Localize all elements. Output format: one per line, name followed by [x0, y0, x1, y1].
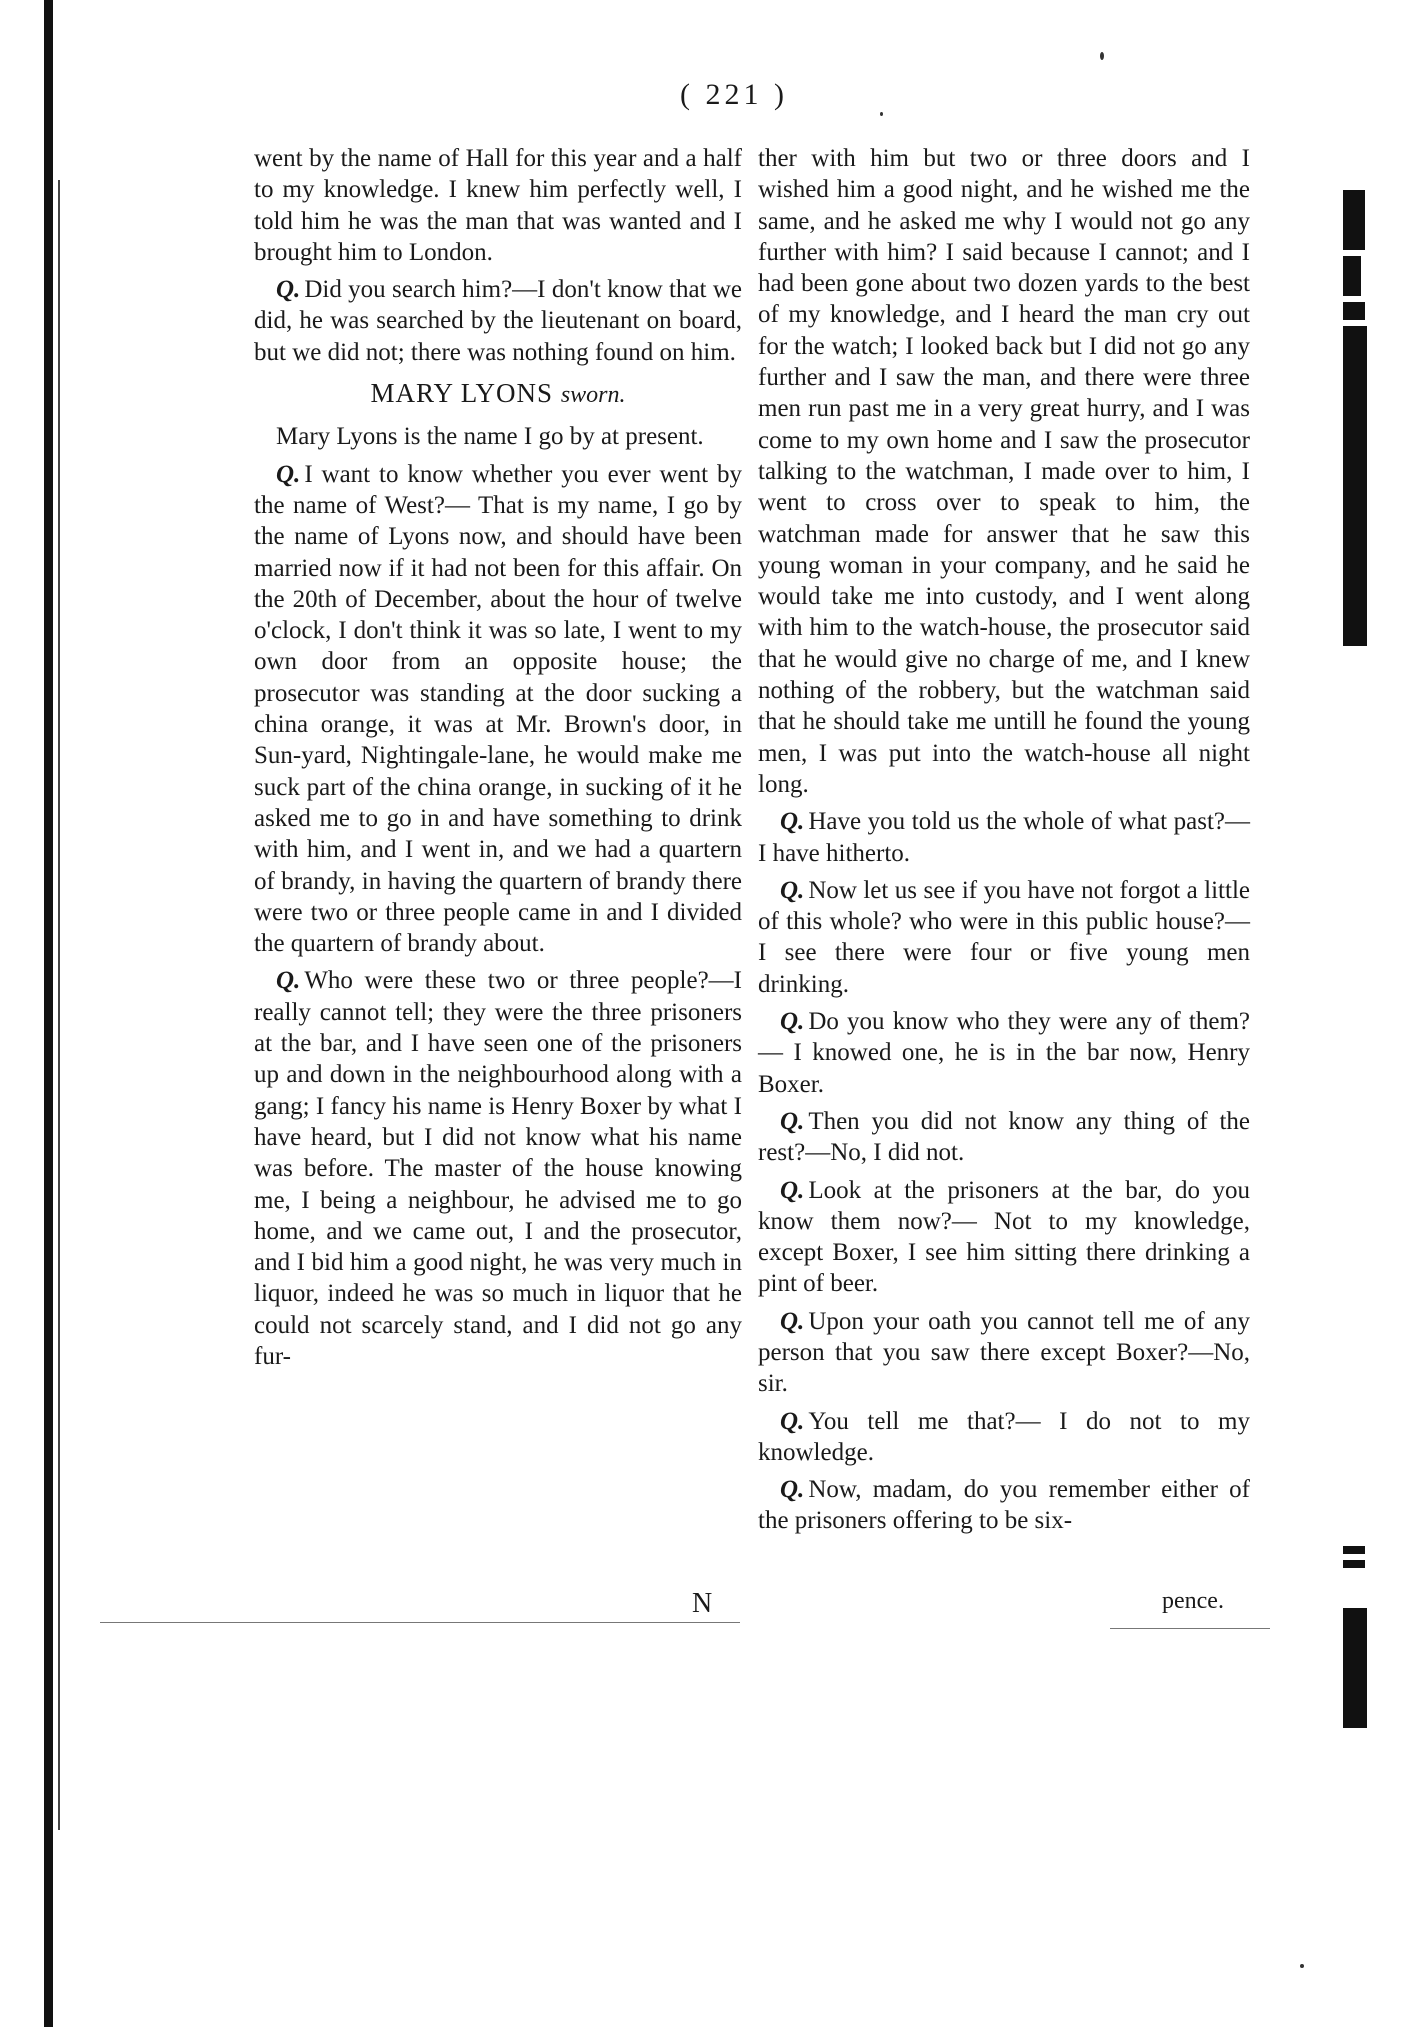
question-mark: Q. [276, 460, 301, 488]
paragraph [758, 1006, 1250, 1100]
right-column [758, 143, 1250, 1543]
paragraph [758, 806, 1250, 869]
paragraph [254, 459, 742, 960]
bottom-rule-left [100, 1622, 740, 1623]
left-column [254, 143, 742, 1378]
bottom-rule-right [1110, 1628, 1270, 1629]
paragraph-text: ther with him but two or three doors and I wished him a good night, and he wished me the same, and he asked me why I would not go any further with him? I said because I cannot; and I had been gone about two dozen yards to the best of my knowledge, and I heard the man cry out for the watch; I looked back but I did not go any further and I saw the man, and there were three men run past me in a very great hurry, and I was come to my own home and I saw the prosecutor talking to the watchman, I made over to him, I went to cross over to speak to him, the watchman made for answer that he saw this young woman in your company, and he said he would take me into custody, and I went along with him to the watch-house, the prosecutor said that he would give no charge of me, and I knew nothing of the robbery, but the watchman said that he should take me untill he found the young men, I was put into the watch-house all night long. [758, 145, 1250, 798]
paragraph [254, 421, 742, 452]
question-mark: Q. [780, 1176, 805, 1204]
binding-edge [44, 0, 53, 2027]
question-mark: Q. [780, 1307, 805, 1335]
paragraph [758, 875, 1250, 1000]
paragraph-text: Upon your oath you cannot tell me of any person that you saw there except Boxer?—No, sir. [758, 1307, 1250, 1398]
paragraph [758, 1106, 1250, 1169]
binding-shadow [58, 180, 60, 1830]
paragraph-text: Now, madam, do you remember either of the prisoners offering to be six- [758, 1476, 1250, 1535]
paragraph-text: went by the name of Hall for this year and a half to my knowledge. I knew him perfectly well, I told him he was the man that was wanted and I brought him to London. [254, 145, 742, 266]
paragraph [254, 143, 742, 268]
question-mark: Q. [276, 967, 301, 995]
paragraph-text: You tell me that?— I do not to my knowledge. [758, 1407, 1250, 1466]
ink-speck [880, 112, 883, 116]
question-mark: Q. [780, 1407, 805, 1435]
ink-speck [1100, 52, 1104, 60]
paragraph [758, 1306, 1250, 1400]
witness-name: MARY LYONS [370, 378, 554, 409]
paragraph-text: I want to know whether you ever went by the name of West?— That is my name, I go by the name of Lyons now, and should have been married now if it had not been for this affair. On the 20th of December, about the hour of twelve o'clock, I don't think it was so late, I went to my own door from an opposite house; the prosecutor was standing at the door sucking a china orange, it was at Mr. Brown's door, in Sun-yard, Nightingale-lane, he would make me suck part of the china orange, in sucking of it he asked me to go in and have something to drink with him, and I went in, and we had a quartern of brandy, in having the quartern of brandy there were two or three people came in and I divided the quartern of brandy about. [254, 460, 742, 958]
sworn-label: sworn. [560, 382, 626, 409]
paragraph [254, 965, 742, 1372]
paragraph [758, 1406, 1250, 1469]
paragraph [758, 143, 1250, 800]
question-mark: Q. [780, 1107, 805, 1135]
question-mark: Q. [276, 276, 301, 304]
paragraph-text: Look at the prisoners at the bar, do you know them now?— Not to my knowledge, except Boxer, I see him sitting there drinking a pint of beer. [758, 1176, 1250, 1298]
paragraph [254, 274, 742, 368]
paragraph-text: Then you did not know any thing of the rest?—No, I did not. [758, 1107, 1250, 1167]
paragraph [758, 1474, 1250, 1537]
paragraph [758, 1175, 1250, 1300]
page-number: ( 221 ) [680, 78, 788, 111]
ink-speck [1300, 1964, 1304, 1968]
paragraph-text: Mary Lyons is the name I go by at present. [276, 423, 704, 451]
paragraph-text: Who were these two or three people?—I really cannot tell; they were the three prisoners at the bar, and I have seen one of the prisoners up and down in the neighbourhood along with a gang; I fancy his name is Henry Boxer by what I have heard, but I did not know what his name was before. The master of the house knowing me, I being a neighbour, he advised me to go home, and we came out, I and the prosecutor, and I bid him a good night, he was very much in liquor, indeed he was so much in liquor that he could not scarcely stand, and I did not go any fur- [254, 967, 742, 1370]
paragraph-text: Do you know who they were any of them?— I knowed one, he is in the bar now, Henry Boxer. [758, 1008, 1250, 1098]
question-mark: Q. [780, 876, 805, 904]
question-mark: Q. [780, 1008, 805, 1036]
page-edge-marks [1343, 190, 1369, 1690]
paragraph-text: Did you search him?—I don't know that we did, he was searched by the lieutenant on board, but we did not; there was nothing found on him. [254, 276, 742, 366]
question-mark: Q. [780, 808, 805, 836]
paragraph-text: Have you told us the whole of what past?—I have hitherto. [758, 808, 1250, 867]
paragraph-text: Now let us see if you have not forgot a little of this whole? who were in this public house?— I see there were four or five young men drinking. [758, 876, 1250, 998]
signature-mark: N [692, 1588, 713, 1619]
catchword: pence. [1162, 1588, 1224, 1614]
question-mark: Q. [780, 1476, 805, 1504]
witness-heading [254, 378, 742, 411]
